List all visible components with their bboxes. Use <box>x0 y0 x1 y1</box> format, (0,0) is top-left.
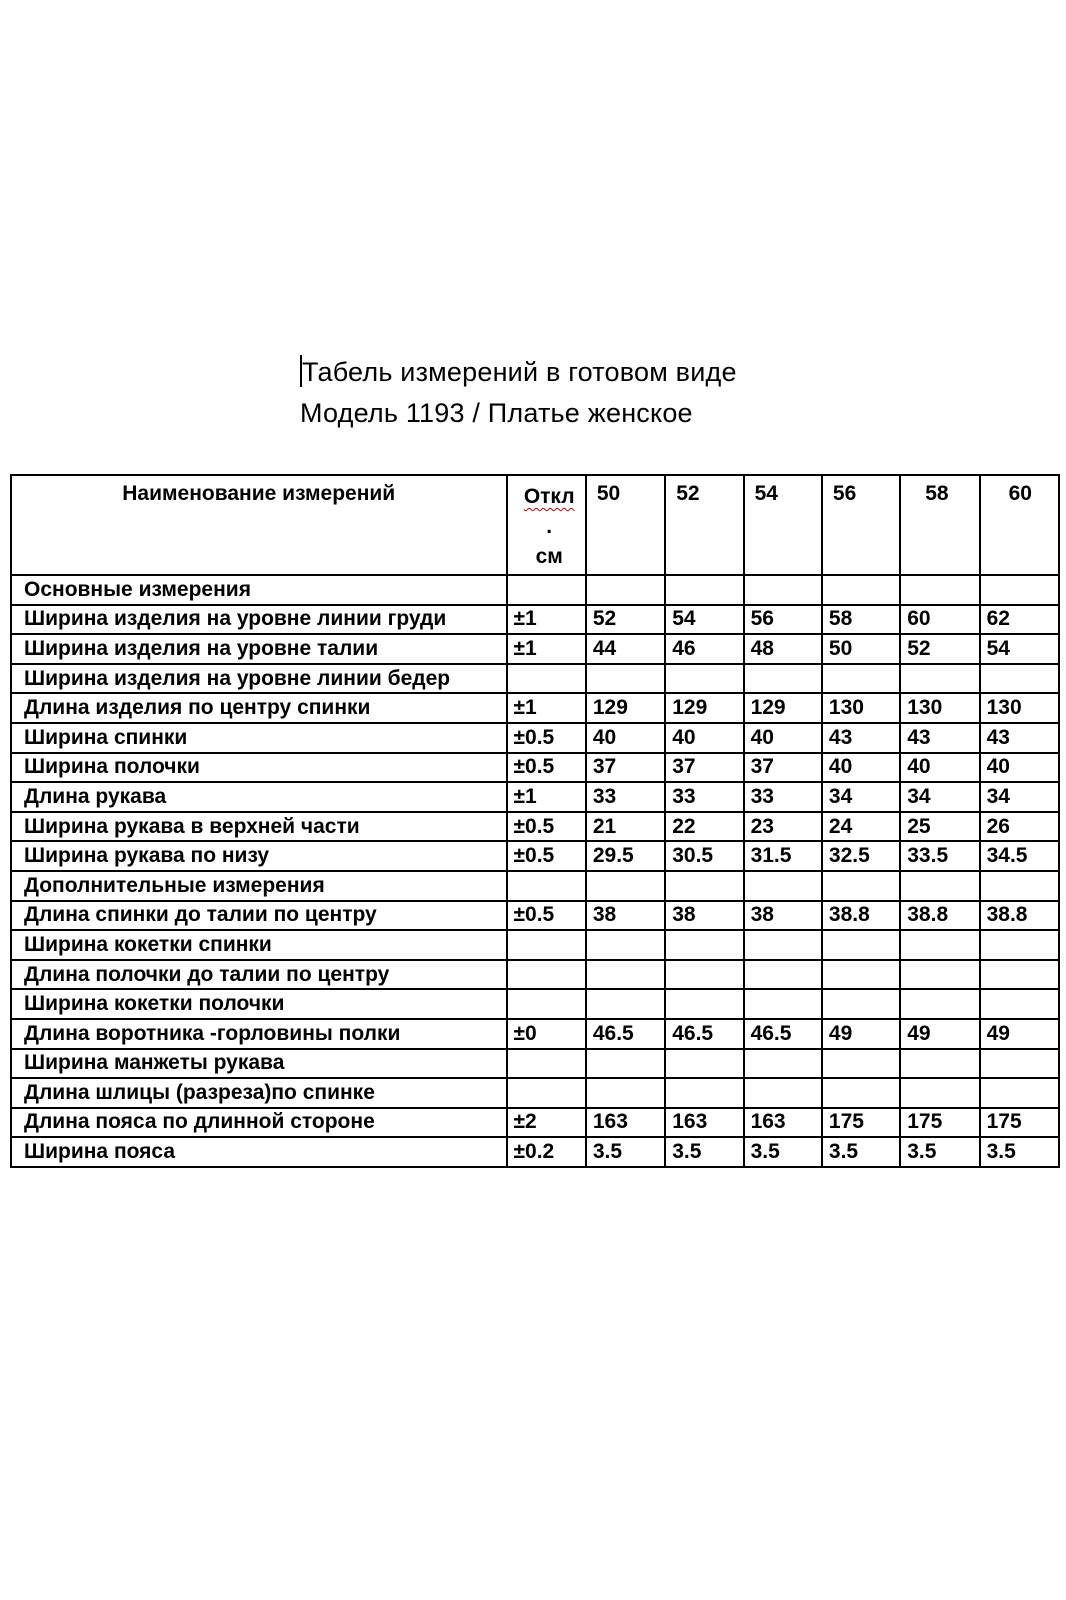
table-row <box>11 841 1059 871</box>
size-value-cell <box>980 930 1059 960</box>
title-line-2: Модель 1193 / Платье женское <box>300 398 693 428</box>
size-value-cell: 175 <box>822 1108 900 1138</box>
size-value-cell <box>900 1049 979 1079</box>
size-value-cell: 33.5 <box>900 841 979 871</box>
measurement-table <box>10 474 1060 1168</box>
table-row <box>11 901 1059 931</box>
deviation-cell <box>507 575 586 605</box>
size-value-cell: 48 <box>744 634 822 664</box>
deviation-cell: ±0.5 <box>507 841 586 871</box>
measurement-name: Длина пояса по длинной стороне <box>11 1108 507 1138</box>
measurement-name: Ширина кокетки полочки <box>11 989 507 1019</box>
title-line-1 <box>300 352 1000 393</box>
size-value-cell: 52 <box>586 605 665 635</box>
size-value-cell <box>980 871 1059 901</box>
table-row <box>11 930 1059 960</box>
header-size-54 <box>744 475 822 575</box>
deviation-cell: ±1 <box>507 634 586 664</box>
table-row <box>11 1108 1059 1138</box>
table-row <box>11 753 1059 783</box>
deviation-cell: ±1 <box>507 782 586 812</box>
header-size-60-text: 60 <box>1008 482 1032 505</box>
size-value-cell: 29.5 <box>586 841 665 871</box>
table-row <box>11 1019 1059 1049</box>
size-value-cell <box>744 930 822 960</box>
size-value-cell <box>665 1049 743 1079</box>
size-value-cell <box>900 930 979 960</box>
table-row <box>11 960 1059 990</box>
size-value-cell: 37 <box>586 753 665 783</box>
deviation-cell: ±1 <box>507 605 586 635</box>
size-value-cell <box>980 1049 1059 1079</box>
size-value-cell: 32.5 <box>822 841 900 871</box>
size-value-cell: 43 <box>900 723 979 753</box>
size-value-cell: 40 <box>900 753 979 783</box>
size-value-cell <box>822 989 900 1019</box>
size-value-cell: 33 <box>744 782 822 812</box>
size-value-cell: 40 <box>665 723 743 753</box>
size-value-cell: 43 <box>980 723 1059 753</box>
size-value-cell <box>665 1078 743 1108</box>
size-value-cell <box>586 989 665 1019</box>
size-value-cell: 3.5 <box>822 1137 900 1167</box>
size-value-cell <box>980 960 1059 990</box>
table-row <box>11 1078 1059 1108</box>
size-value-cell: 130 <box>822 693 900 723</box>
size-value-cell <box>822 1078 900 1108</box>
size-value-cell: 54 <box>980 634 1059 664</box>
size-value-cell: 31.5 <box>744 841 822 871</box>
deviation-cell <box>507 871 586 901</box>
size-value-cell <box>822 930 900 960</box>
header-size-54-text: 54 <box>754 482 778 505</box>
size-value-cell: 3.5 <box>744 1137 822 1167</box>
size-value-cell: 46 <box>665 634 743 664</box>
size-value-cell: 34.5 <box>980 841 1059 871</box>
deviation-cell <box>507 930 586 960</box>
size-value-cell: 58 <box>822 605 900 635</box>
table-row <box>11 989 1059 1019</box>
size-value-cell <box>665 930 743 960</box>
size-value-cell <box>744 989 822 1019</box>
size-value-cell: 38.8 <box>900 901 979 931</box>
size-value-cell: 130 <box>900 693 979 723</box>
size-value-cell: 34 <box>822 782 900 812</box>
size-value-cell <box>744 1049 822 1079</box>
size-value-cell <box>822 871 900 901</box>
size-value-cell: 38.8 <box>822 901 900 931</box>
measurement-name: Длина изделия по центру спинки <box>11 693 507 723</box>
size-value-cell <box>586 664 665 694</box>
size-value-cell: 49 <box>900 1019 979 1049</box>
size-value-cell <box>900 575 979 605</box>
size-value-cell <box>980 575 1059 605</box>
measurement-name: Ширина полочки <box>11 753 507 783</box>
header-size-50-text: 50 <box>596 482 621 505</box>
table-row <box>11 723 1059 753</box>
size-value-cell: 24 <box>822 812 900 842</box>
size-value-cell <box>586 575 665 605</box>
header-size-52 <box>665 475 743 575</box>
size-value-cell <box>744 960 822 990</box>
size-value-cell: 129 <box>665 693 743 723</box>
deviation-cell <box>507 1078 586 1108</box>
size-value-cell: 21 <box>586 812 665 842</box>
table-row <box>11 1137 1059 1167</box>
header-name: Наименование измерений <box>11 475 507 575</box>
size-value-cell: 38 <box>586 901 665 931</box>
measurement-name: Ширина манжеты рукава <box>11 1049 507 1079</box>
size-value-cell: 46.5 <box>665 1019 743 1049</box>
size-value-cell <box>586 960 665 990</box>
size-value-cell <box>665 664 743 694</box>
size-value-cell <box>744 1078 822 1108</box>
size-value-cell: 50 <box>822 634 900 664</box>
deviation-cell <box>507 1049 586 1079</box>
table-header-row <box>11 475 1059 575</box>
size-value-cell <box>900 871 979 901</box>
measurement-name: Ширина рукава в верхней части <box>11 812 507 842</box>
measurement-name: Ширина изделия на уровне линии груди <box>11 605 507 635</box>
size-value-cell <box>665 871 743 901</box>
size-value-cell: 26 <box>980 812 1059 842</box>
size-value-cell: 52 <box>900 634 979 664</box>
measurement-name: Ширина пояса <box>11 1137 507 1167</box>
measurement-name: Ширина спинки <box>11 723 507 753</box>
deviation-cell: ±2 <box>507 1108 586 1138</box>
table-row <box>11 871 1059 901</box>
measurement-name: Основные измерения <box>11 575 507 605</box>
deviation-cell <box>507 960 586 990</box>
measurement-name: Ширина кокетки спинки <box>11 930 507 960</box>
deviation-cell: ±0.5 <box>507 753 586 783</box>
size-value-cell <box>900 664 979 694</box>
deviation-cell: ±0 <box>507 1019 586 1049</box>
size-value-cell: 175 <box>900 1108 979 1138</box>
table-row <box>11 575 1059 605</box>
size-value-cell <box>744 575 822 605</box>
measurement-name: Длина спинки до талии по центру <box>11 901 507 931</box>
deviation-cell: ±0.2 <box>507 1137 586 1167</box>
size-value-cell: 163 <box>744 1108 822 1138</box>
size-value-cell: 25 <box>900 812 979 842</box>
size-value-cell: 54 <box>665 605 743 635</box>
size-value-cell: 129 <box>744 693 822 723</box>
measurement-name: Длина полочки до талии по центру <box>11 960 507 990</box>
size-value-cell: 40 <box>744 723 822 753</box>
size-value-cell: 175 <box>980 1108 1059 1138</box>
table-row <box>11 782 1059 812</box>
size-value-cell <box>900 989 979 1019</box>
size-value-cell: 3.5 <box>900 1137 979 1167</box>
size-value-cell: 37 <box>744 753 822 783</box>
header-size-58 <box>900 475 979 575</box>
table-row <box>11 605 1059 635</box>
header-size-50 <box>586 475 665 575</box>
size-value-cell: 60 <box>900 605 979 635</box>
size-value-cell: 130 <box>980 693 1059 723</box>
size-value-cell: 38.8 <box>980 901 1059 931</box>
size-value-cell: 30.5 <box>665 841 743 871</box>
measurement-name: Ширина изделия на уровне линии бедер <box>11 664 507 694</box>
size-value-cell <box>900 960 979 990</box>
table-row <box>11 664 1059 694</box>
size-value-cell: 163 <box>665 1108 743 1138</box>
size-value-cell: 46.5 <box>744 1019 822 1049</box>
size-value-cell: 49 <box>980 1019 1059 1049</box>
measurement-name: Длина рукава <box>11 782 507 812</box>
size-value-cell: 49 <box>822 1019 900 1049</box>
deviation-cell <box>507 664 586 694</box>
size-value-cell <box>665 575 743 605</box>
size-value-cell: 40 <box>586 723 665 753</box>
size-value-cell: 129 <box>586 693 665 723</box>
table-row <box>11 1049 1059 1079</box>
size-value-cell <box>586 1049 665 1079</box>
size-value-cell <box>822 1049 900 1079</box>
deviation-cell: ±0.5 <box>507 812 586 842</box>
title-line-1-text: Табель измерений в готовом виде <box>302 357 737 387</box>
size-value-cell <box>900 1078 979 1108</box>
size-value-cell <box>586 1078 665 1108</box>
header-size-52-text: 52 <box>676 482 700 505</box>
header-deviation-part3: см <box>535 545 563 568</box>
size-value-cell: 34 <box>900 782 979 812</box>
measurement-name: Ширина рукава по низу <box>11 841 507 871</box>
header-size-58-text: 58 <box>925 482 949 505</box>
deviation-cell <box>507 989 586 1019</box>
deviation-cell: ±0.5 <box>507 901 586 931</box>
measurement-name: Ширина изделия на уровне талии <box>11 634 507 664</box>
header-size-56-text: 56 <box>832 482 857 505</box>
size-value-cell: 23 <box>744 812 822 842</box>
header-deviation-part1: Откл <box>523 485 575 508</box>
size-value-cell: 3.5 <box>665 1137 743 1167</box>
table-row <box>11 693 1059 723</box>
size-value-cell <box>665 989 743 1019</box>
size-value-cell <box>822 664 900 694</box>
size-value-cell <box>586 871 665 901</box>
header-deviation <box>507 475 586 575</box>
measurement-name: Длина шлицы (разреза)по спинке <box>11 1078 507 1108</box>
size-value-cell: 40 <box>980 753 1059 783</box>
measurement-name: Длина воротника -горловины полки <box>11 1019 507 1049</box>
header-size-56 <box>822 475 900 575</box>
size-value-cell: 34 <box>980 782 1059 812</box>
measurement-name: Дополнительные измерения <box>11 871 507 901</box>
size-value-cell: 43 <box>822 723 900 753</box>
size-value-cell: 33 <box>586 782 665 812</box>
table-row <box>11 634 1059 664</box>
size-value-cell <box>665 960 743 990</box>
size-value-cell <box>744 664 822 694</box>
size-value-cell: 33 <box>665 782 743 812</box>
table-row <box>11 812 1059 842</box>
size-value-cell: 3.5 <box>586 1137 665 1167</box>
size-value-cell: 163 <box>586 1108 665 1138</box>
size-value-cell: 46.5 <box>586 1019 665 1049</box>
size-value-cell <box>822 575 900 605</box>
deviation-cell: ±1 <box>507 693 586 723</box>
size-value-cell <box>822 960 900 990</box>
size-value-cell: 56 <box>744 605 822 635</box>
size-value-cell: 37 <box>665 753 743 783</box>
header-size-60 <box>980 475 1059 575</box>
header-deviation-part2: . <box>546 515 553 538</box>
document-title <box>300 352 1000 434</box>
size-value-cell <box>980 989 1059 1019</box>
size-value-cell <box>980 1078 1059 1108</box>
size-value-cell <box>586 930 665 960</box>
size-value-cell: 62 <box>980 605 1059 635</box>
size-value-cell: 38 <box>744 901 822 931</box>
size-value-cell: 3.5 <box>980 1137 1059 1167</box>
size-value-cell: 40 <box>822 753 900 783</box>
size-value-cell: 38 <box>665 901 743 931</box>
deviation-cell: ±0.5 <box>507 723 586 753</box>
size-value-cell <box>744 871 822 901</box>
size-value-cell: 22 <box>665 812 743 842</box>
size-value-cell: 44 <box>586 634 665 664</box>
size-value-cell <box>980 664 1059 694</box>
